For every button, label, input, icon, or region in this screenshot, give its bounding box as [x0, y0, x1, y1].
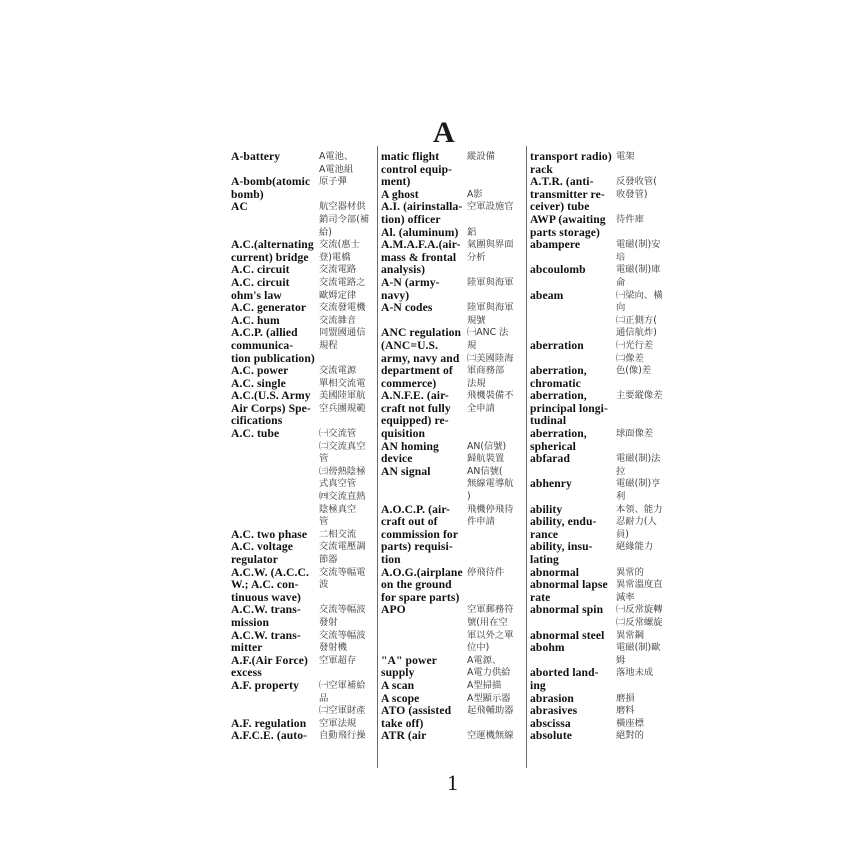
- entry-term: ATO (assisted take off): [381, 704, 452, 730]
- entry-translation: 磨料: [616, 705, 635, 717]
- dictionary-entry: [530, 264, 680, 289]
- dictionary-entry: [381, 705, 523, 730]
- dictionary-entry: [530, 365, 680, 390]
- entry-translation: 交流(惠士 登)電橋: [319, 239, 360, 263]
- entry-term: transport radio) rack: [530, 150, 612, 176]
- entry-translation: 二相交流: [319, 528, 357, 540]
- entry-translation: 單相交流電: [319, 377, 366, 389]
- entry-translation: 忍耐力(人 員): [616, 516, 657, 540]
- entry-term: AN signal: [381, 464, 431, 478]
- dictionary-entry: [231, 239, 377, 264]
- dictionary-entry: [530, 705, 680, 718]
- entry-translation: 電磁(制)歐 姆: [616, 642, 661, 666]
- entry-translation: ㈠ANC 法 規 ㈡美國陸海 軍商務部 法規: [467, 327, 514, 389]
- entry-term: A ghost: [381, 187, 419, 201]
- dictionary-entry: [530, 176, 680, 214]
- entry-translation: 主要縱像差: [616, 390, 663, 402]
- entry-translation: 反發收管( 收發管): [616, 176, 657, 200]
- entry-term: A-N (army- navy): [381, 275, 440, 302]
- dictionary-entry: [231, 176, 377, 201]
- entry-term: A.C. voltage regulator: [231, 540, 294, 566]
- entry-term: A.M.A.F.A.(air- mass & frontal analysis): [381, 238, 461, 277]
- entry-translation: 交流電壓調 節器: [319, 541, 366, 565]
- entry-translation: 電磁(制)亨 利: [616, 478, 661, 503]
- entry-term: abnormal: [530, 565, 580, 579]
- entry-term: "A" power supply: [381, 653, 437, 680]
- entry-translation: 交流電路之 歐姆定律: [319, 276, 366, 301]
- entry-term: abrasives: [530, 704, 578, 718]
- dictionary-entry: [530, 642, 680, 667]
- dictionary-entry: [381, 655, 523, 680]
- dictionary-entry: [530, 340, 680, 365]
- entry-term: AWP (awaiting parts storage): [530, 212, 606, 239]
- dictionary-entry: [381, 441, 523, 466]
- entry-translation: 原子彈: [319, 176, 347, 188]
- entry-translation: 絕對的: [616, 730, 644, 742]
- dictionary-entry: [231, 541, 377, 566]
- entry-translation: 氣團與界面 分析: [467, 239, 514, 263]
- dictionary-entry: [381, 567, 523, 605]
- entry-term: A.C. circuit ohm's law: [231, 275, 290, 302]
- dictionary-entry: [231, 604, 377, 629]
- entry-translation: 同盟國通信 規程: [319, 327, 366, 351]
- dictionary-entry: [231, 630, 377, 655]
- entry-term: AN homing device: [381, 439, 439, 466]
- dictionary-entry: [530, 214, 680, 239]
- dictionary-entry: [530, 453, 680, 478]
- entry-term: A.F. property: [231, 678, 299, 692]
- entry-translation: 橫座標: [616, 717, 644, 729]
- dictionary-entry: [530, 516, 680, 541]
- dictionary-entry: [530, 730, 680, 743]
- dictionary-entry: [231, 277, 377, 302]
- dictionary-entry: [381, 201, 523, 226]
- entry-term: A.F. regulation: [231, 716, 307, 730]
- section-letter-heading: A: [433, 116, 456, 149]
- entry-term: A scan: [381, 678, 415, 692]
- entry-translation: AN信號( 無線電導航 ): [467, 465, 514, 503]
- entry-translation: 空運機無線: [467, 730, 514, 742]
- entry-translation: 電架: [616, 151, 635, 162]
- entry-term: A.C.P. (allied communica- tion publication): [231, 326, 315, 365]
- dictionary-entry: [530, 579, 680, 604]
- entry-term: aborted land- ing: [530, 666, 599, 692]
- dictionary-entry: [231, 428, 377, 529]
- dictionary-entry: [381, 680, 523, 693]
- entry-translation: 鋁: [467, 226, 477, 238]
- entry-translation: ㈠梁向、橫 向 ㈡正側方( 通信航炸): [616, 289, 663, 339]
- entry-term: A.C.W. (A.C.C. W.; A.C. con- tinuous wave): [231, 565, 309, 604]
- dictionary-entry: [231, 567, 377, 605]
- dictionary-entry: [381, 151, 523, 189]
- entry-term: A.C. generator: [231, 301, 307, 315]
- entry-translation: A型顯示器: [467, 692, 511, 704]
- column-divider: [377, 146, 378, 768]
- entry-translation: 異常鋼: [616, 629, 644, 641]
- entry-translation: ㈠光行差 ㈡像差: [616, 339, 654, 364]
- entry-translation: 交流等幅波 發射機: [319, 629, 366, 654]
- entry-translation: A電池、 A電池組: [319, 151, 354, 175]
- entry-term: aberration, principal longi- tudinal: [530, 389, 608, 428]
- entry-translation: 空軍超存: [319, 654, 357, 666]
- entry-translation: 空軍設施官: [467, 201, 514, 213]
- entry-translation: ㈠空軍補給 品 ㈡空軍財產: [319, 679, 366, 717]
- entry-term: A-bomb(atomic bomb): [231, 175, 311, 201]
- entry-translation: ㈠交流管 ㈡交流真空 管 ㈢傍熱陰極 式真空管 ㈣交流直熱 陰極真空 管: [319, 428, 366, 528]
- entry-term: A.N.F.E. (air- craft not fully equipped) re- quisition: [381, 389, 451, 441]
- dictionary-column-1: [231, 151, 377, 743]
- dictionary-column-2: [381, 151, 523, 743]
- entry-term: ability, endu- rance: [530, 515, 597, 541]
- entry-term: A.C. single: [231, 376, 286, 390]
- dictionary-entry: [530, 151, 680, 176]
- entry-term: abnormal spin: [530, 603, 604, 617]
- entry-term: abfarad: [530, 452, 570, 466]
- entry-term: ANC regulation (ANC=U.S. army, navy and department of commerce): [381, 326, 462, 390]
- entry-term: APO: [381, 603, 406, 617]
- dictionary-entry: [231, 680, 377, 718]
- dictionary-entry: [530, 541, 680, 566]
- dictionary-entry: [231, 327, 377, 365]
- entry-translation: 絕緣能力: [616, 541, 654, 553]
- entry-translation: 美國陸軍航 空兵團規範: [319, 390, 366, 414]
- entry-term: abnormal steel: [530, 628, 605, 642]
- entry-term: abcoulomb: [530, 263, 586, 277]
- dictionary-entry: [381, 302, 523, 327]
- page-number: 1: [447, 770, 458, 795]
- dictionary-entry: [530, 478, 680, 503]
- entry-term: matic flight control equip- ment): [381, 150, 453, 189]
- entry-translation: A影: [467, 188, 483, 200]
- entry-term: AC: [231, 200, 248, 214]
- entry-translation: 待件庫: [616, 213, 644, 225]
- entry-term: abrasion: [530, 691, 574, 705]
- entry-translation: AN(信號) 歸航裝置: [467, 440, 507, 465]
- column-divider: [526, 146, 527, 768]
- dictionary-entry: [530, 604, 680, 629]
- dictionary-entry: [381, 239, 523, 277]
- entry-term: ATR (air: [381, 729, 427, 743]
- entry-translation: 色(像)差: [616, 365, 652, 377]
- entry-translation: 交流電路: [319, 264, 357, 276]
- entry-term: abnormal lapse rate: [530, 578, 608, 604]
- dictionary-entry: [231, 151, 377, 176]
- dictionary-entry: [231, 730, 377, 743]
- entry-translation: 本領、能力: [616, 503, 663, 515]
- entry-term: A.C. power: [231, 364, 289, 378]
- entry-translation: 縱設備: [467, 151, 495, 162]
- entry-term: abohm: [530, 641, 565, 655]
- entry-translation: 電磁(制)庫 侖: [616, 264, 661, 288]
- entry-term: A scope: [381, 691, 420, 705]
- entry-term: Al. (aluminum): [381, 225, 459, 239]
- entry-term: A.T.R. (anti- transmitter re- ceiver) tube: [530, 175, 605, 214]
- entry-translation: ㈠反常旋轉 ㈡反常螺旋: [616, 604, 663, 628]
- entry-translation: 飛機裝備不 全申請: [467, 390, 514, 414]
- entry-translation: 飛機停飛待 件申請: [467, 503, 514, 528]
- entry-term: absolute: [530, 729, 573, 743]
- entry-term: A.C. tube: [231, 427, 280, 441]
- entry-translation: 自動飛行操: [319, 730, 366, 742]
- entry-translation: 落地未成: [616, 667, 654, 679]
- entry-term: A.I. (airinstalla- tion) officer: [381, 200, 463, 226]
- entry-translation: A型掃描: [467, 679, 502, 691]
- dictionary-entry: [381, 277, 523, 302]
- entry-translation: 航空器材供 銷司令部(補 給): [319, 201, 370, 238]
- entry-term: abscissa: [530, 716, 571, 730]
- dictionary-entry: [381, 466, 523, 504]
- entry-term: aberration, spherical: [530, 427, 587, 453]
- entry-term: ability: [530, 502, 563, 516]
- entry-term: ability, insu- lating: [530, 540, 593, 566]
- entry-translation: 磨損: [616, 692, 635, 704]
- entry-term: A.C. two phase: [231, 527, 308, 541]
- dictionary-entry: [381, 730, 523, 743]
- entry-translation: 起飛輔助器: [467, 705, 514, 717]
- entry-translation: 交流發電機: [319, 302, 366, 314]
- entry-term: aberration, chromatic: [530, 364, 587, 390]
- dictionary-entry: [381, 327, 523, 390]
- entry-term: abampere: [530, 238, 581, 252]
- dictionary-entry: [530, 667, 680, 692]
- dictionary-entry: [231, 365, 377, 378]
- entry-translation: 空軍法規: [319, 717, 357, 729]
- entry-term: A.C.(alternating current) bridge: [231, 238, 314, 264]
- entry-term: A.F.C.E. (auto-: [231, 729, 308, 743]
- dictionary-entry: [530, 428, 680, 453]
- entry-term: A.C. circuit: [231, 263, 290, 277]
- entry-term: abeam: [530, 288, 564, 302]
- entry-translation: 球面像差: [616, 428, 654, 440]
- dictionary-entry: [231, 655, 377, 680]
- entry-term: A.F.(Air Force) excess: [231, 653, 308, 680]
- entry-term: A.O.C.P. (air- craft out of commission for parts) requisi- tion: [381, 502, 459, 566]
- dictionary-entry: [530, 239, 680, 264]
- entry-translation: A電源、 A電力供給: [467, 654, 511, 679]
- dictionary-entry: [231, 302, 377, 315]
- dictionary-entry: [381, 604, 523, 654]
- entry-translation: 電磁(制)安 培: [616, 239, 661, 263]
- entry-term: abhenry: [530, 477, 572, 491]
- dictionary-entry: [381, 504, 523, 567]
- entry-translation: 交流等幅電 波: [319, 566, 366, 591]
- entry-translation: 交流電源: [319, 365, 357, 377]
- entry-translation: 陸軍與海軍 規號: [467, 302, 514, 326]
- entry-translation: 交流雜音: [319, 314, 357, 326]
- dictionary-entry: [381, 390, 523, 440]
- entry-term: A.O.G.(airplane on the ground for spare parts): [381, 565, 463, 604]
- entry-term: A-N codes: [381, 301, 433, 315]
- entry-term: A-battery: [231, 150, 281, 163]
- dictionary-entry: [530, 390, 680, 428]
- entry-translation: 異常的: [616, 566, 644, 578]
- entry-translation: 電磁(制)法 拉: [616, 453, 661, 477]
- dictionary-entry: [530, 290, 680, 340]
- entry-term: aberration: [530, 338, 584, 352]
- entry-term: A.C.W. trans- mission: [231, 603, 301, 629]
- entry-translation: 異常溫度直 減率: [616, 579, 663, 603]
- dictionary-entry: [231, 201, 377, 239]
- dictionary-entry: [231, 390, 377, 428]
- entry-translation: 陸軍與海軍: [467, 276, 514, 288]
- entry-term: A.C. hum: [231, 313, 280, 327]
- entry-translation: 交流等幅波 發射: [319, 604, 366, 628]
- dictionary-column-3: [530, 151, 680, 743]
- entry-term: A.C.(U.S. Army Air Corps) Spe- cifications: [231, 389, 311, 428]
- entry-term: A.C.W. trans- mitter: [231, 628, 301, 655]
- entry-translation: 空軍郵務符 號(用在空 軍以外之單 位中): [467, 604, 514, 654]
- entry-translation: 停飛待件: [467, 566, 505, 578]
